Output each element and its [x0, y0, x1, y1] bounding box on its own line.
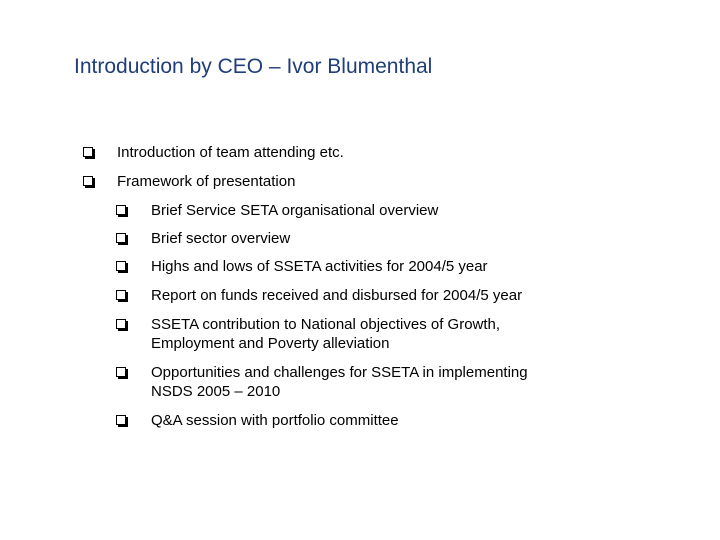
bullet-text: Introduction of team attending etc.	[117, 144, 344, 161]
sub-bullet-item	[116, 315, 500, 353]
slide-title: Introduction by CEO – Ivor Blumenthal	[74, 55, 433, 78]
sub-bullet-line: Brief Service SETA organisational overview	[151, 202, 439, 219]
sub-bullet-item	[116, 411, 399, 430]
square-bullet-icon	[116, 205, 126, 215]
sub-bullet-line: Highs and lows of SSETA activities for 2004/5 year	[151, 258, 488, 275]
square-bullet-icon	[116, 415, 126, 425]
bullet-text: Framework of presentation	[117, 173, 296, 190]
sub-bullet-item	[116, 229, 290, 248]
square-bullet-icon	[83, 176, 93, 186]
square-bullet-icon	[116, 290, 126, 300]
sub-bullet-text	[151, 315, 500, 353]
sub-bullet-text	[151, 286, 522, 305]
square-bullet-icon	[116, 261, 126, 271]
sub-bullet-line: Opportunities and challenges for SSETA in implementing	[151, 364, 528, 381]
sub-bullet-item	[116, 257, 488, 276]
sub-bullet-line: SSETA contribution to National objectives of Growth,	[151, 316, 501, 333]
sub-bullet-line: Brief sector overview	[151, 230, 291, 247]
sub-bullet-line: Employment and Poverty alleviation	[151, 335, 390, 352]
square-bullet-icon	[116, 319, 126, 329]
square-bullet-icon	[116, 367, 126, 377]
sub-bullet-text	[151, 257, 488, 276]
sub-bullet-item	[116, 286, 522, 305]
bullet-item	[83, 143, 344, 162]
sub-bullet-item	[116, 363, 528, 401]
sub-bullet-line: Report on funds received and disbursed for 2004/5 year	[151, 287, 523, 304]
sub-bullet-line: Q&A session with portfolio committee	[151, 412, 399, 429]
square-bullet-icon	[116, 233, 126, 243]
bullet-item	[83, 172, 295, 191]
sub-bullet-text	[151, 411, 399, 430]
sub-bullet-text	[151, 363, 528, 401]
sub-bullet-text	[151, 229, 290, 248]
sub-bullet-item	[116, 201, 438, 220]
square-bullet-icon	[83, 147, 93, 157]
sub-bullet-text	[151, 201, 438, 220]
sub-bullet-line: NSDS 2005 – 2010	[151, 383, 281, 400]
